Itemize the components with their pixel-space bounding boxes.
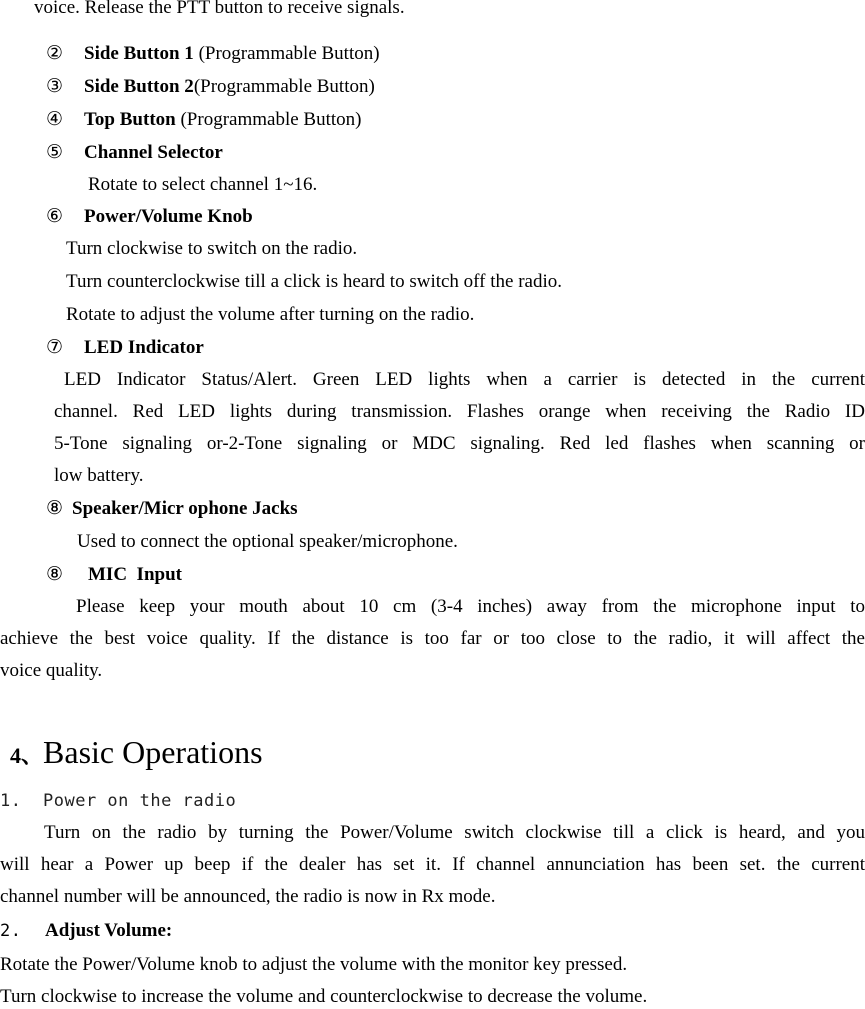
item-title: Speaker/Micr ophone Jacks [72,498,298,519]
item-suffix: (Programmable Button) [175,109,362,130]
led-description-line: LED Indicator Status/Alert. Green LED lights when a carrier is detected in the current [64,369,865,390]
section-heading [10,733,263,775]
section-title: Basic Operations [43,734,263,770]
intro-line: voice. Release the PTT button to receive signals. [34,0,405,18]
channel-description: Rotate to select channel 1~16. [88,174,318,195]
item-marker: ⑧ [46,564,64,585]
item-power-volume-knob [46,205,253,229]
item-title: Power/Volume Knob [84,206,253,227]
item-title: Side Button 1 [84,43,194,64]
item-title: MIC Input [88,564,182,585]
step-number: 2. [0,921,22,941]
item-side-button-1 [46,42,380,66]
item-marker: ④ [46,109,64,130]
item-title: LED Indicator [84,337,204,358]
step-text-line: channel number will be announced, the radio is now in Rx mode. [0,886,496,907]
step-power-on [0,789,236,813]
item-title: Side Button 2 [84,76,194,97]
led-description-line: low battery. [54,465,144,486]
power-description-line: Rotate to adjust the volume after turning on the radio. [66,304,475,325]
item-suffix: (Programmable Button) [193,43,380,64]
step-title: Adjust Volume: [45,920,173,941]
item-marker: ⑤ [46,142,64,163]
led-description-line: 5-Tone signaling or-2-Tone signaling or MDC signaling. Red led flashes when scanning or [54,433,865,454]
item-mic-input [46,563,182,587]
item-led-indicator [46,336,204,360]
speaker-description: Used to connect the optional speaker/microphone. [77,531,458,552]
item-speaker-jacks [46,497,298,521]
item-side-button-2 [46,75,375,99]
item-marker: ③ [46,76,64,97]
item-top-button [46,108,361,132]
step-text-line: Turn on the radio by turning the Power/Volume switch clockwise till a click is heard, and you [44,822,865,843]
step-text-line: Rotate the Power/Volume knob to adjust the volume with the monitor key pressed. [0,954,628,975]
item-channel-selector [46,141,223,165]
section-number: 4、 [10,743,44,768]
item-marker: ⑧ [46,498,64,519]
item-marker: ⑥ [46,206,64,227]
mic-description-line: voice quality. [0,660,103,681]
item-marker: ② [46,43,64,64]
power-description-line: Turn clockwise to switch on the radio. [66,238,358,259]
mic-description-line: achieve the best voice quality. If the distance is too far or too close to the radio, it will affect the [0,628,865,649]
item-suffix: (Programmable Button) [193,76,375,97]
mic-description-line: Please keep your mouth about 10 cm (3-4 inches) away from the microphone input to [76,596,865,617]
led-description-line: channel. Red LED lights during transmission. Flashes orange when receiving the Radio ID [54,401,865,422]
step-title: Power on the radio [43,791,237,811]
item-title: Top Button [84,109,176,130]
step-text-line: Turn clockwise to increase the volume and counterclockwise to decrease the volume. [0,986,648,1007]
power-description-line: Turn counterclockwise till a click is heard to switch off the radio. [66,271,562,292]
step-text-line: will hear a Power up beep if the dealer has set it. If channel annunciation has been set. the current [0,854,865,875]
step-adjust-volume [0,919,172,943]
item-marker: ⑦ [46,337,64,358]
item-title: Channel Selector [84,142,223,163]
step-number: 1. [0,791,22,811]
